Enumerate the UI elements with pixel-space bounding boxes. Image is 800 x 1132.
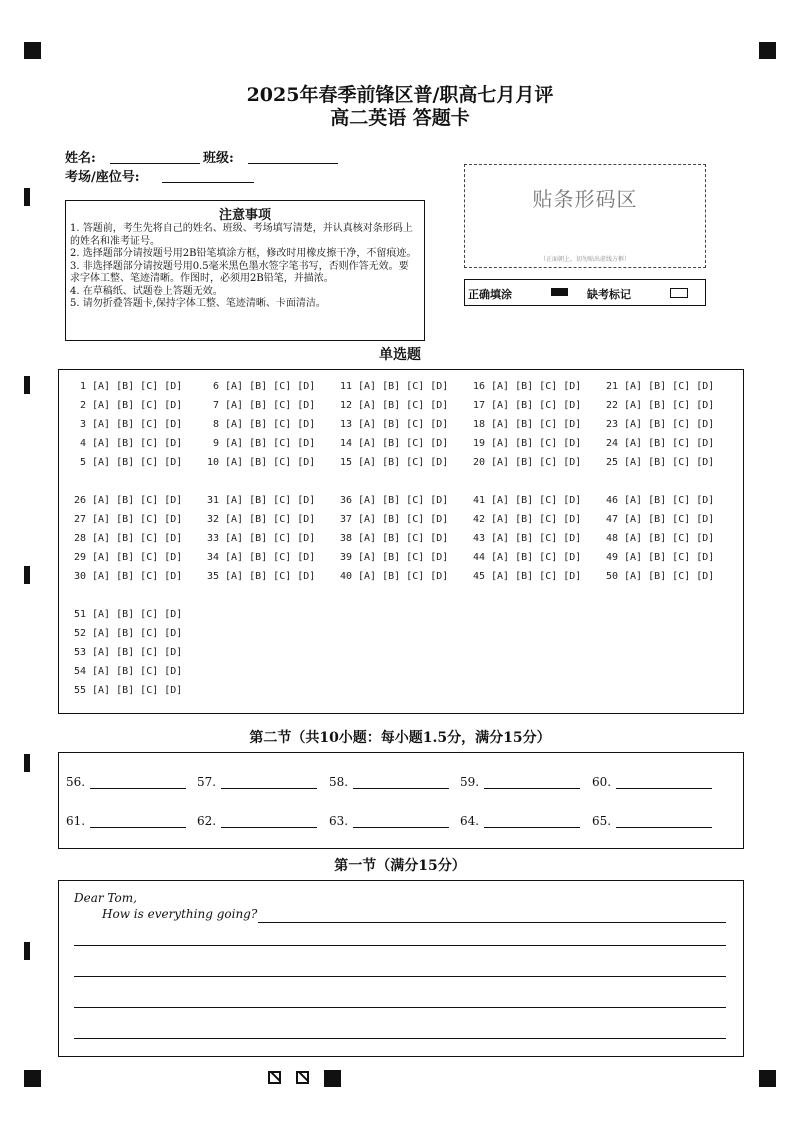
question-number: 41	[472, 495, 485, 506]
choice-section-title: 单选题	[379, 347, 421, 363]
answer-options[interactable]: [A] [B] [C] [D]	[618, 419, 715, 430]
fill-legend	[464, 279, 706, 306]
question-number: 43	[472, 533, 485, 544]
choice-question-54[interactable]	[70, 666, 182, 677]
answer-options[interactable]: [A] [B] [C] [D]	[352, 495, 449, 506]
choice-question-37[interactable]	[336, 514, 448, 525]
choice-question-4[interactable]	[70, 438, 182, 449]
fill-answer-line[interactable]	[353, 827, 449, 828]
fill-item-number: 57.	[197, 775, 217, 789]
answer-options[interactable]: [A] [B] [C] [D]	[352, 457, 449, 468]
answer-options[interactable]: [A] [B] [C] [D]	[86, 533, 183, 544]
fill-answer-line[interactable]	[90, 827, 186, 828]
fill-item-number: 62.	[197, 814, 217, 828]
answer-options[interactable]: [A] [B] [C] [D]	[618, 533, 715, 544]
choice-question-48[interactable]	[602, 533, 714, 544]
question-number: 32	[206, 514, 219, 525]
fill-item-number: 58.	[329, 775, 349, 789]
question-number: 20	[472, 457, 485, 468]
question-number: 45	[472, 571, 485, 582]
fill-item	[460, 775, 479, 789]
question-number: 47	[605, 514, 618, 525]
choice-question-25[interactable]	[602, 457, 714, 468]
answer-options[interactable]: [A] [B] [C] [D]	[219, 552, 316, 563]
fill-item-number: 64.	[460, 814, 480, 828]
choice-question-33[interactable]	[203, 533, 315, 544]
fill-item	[329, 814, 348, 828]
question-number: 38	[339, 533, 352, 544]
question-number: 39	[339, 552, 352, 563]
seat-label: 考场/座位号:	[65, 170, 140, 185]
fill-answer-line[interactable]	[221, 827, 317, 828]
page-mark-filled	[324, 1070, 341, 1087]
answer-options[interactable]: [A] [B] [C] [D]	[618, 514, 715, 525]
answer-options[interactable]: [A] [B] [C] [D]	[352, 419, 449, 430]
page-title: 2025年春季前锋区普/职高七月月评	[246, 84, 554, 106]
question-number: 18	[472, 419, 485, 430]
choice-question-50[interactable]	[602, 571, 714, 582]
answer-options[interactable]: [A] [B] [C] [D]	[618, 381, 715, 392]
question-number: 49	[605, 552, 618, 563]
choice-question-12[interactable]	[336, 400, 448, 411]
choice-question-53[interactable]	[70, 647, 182, 658]
answer-options[interactable]: [A] [B] [C] [D]	[618, 400, 715, 411]
question-number: 35	[206, 571, 219, 582]
choice-question-55[interactable]	[70, 685, 182, 696]
answer-options[interactable]: [A] [B] [C] [D]	[485, 438, 582, 449]
corner-marker-top-right	[759, 42, 776, 59]
question-number: 5	[79, 457, 86, 468]
notice-box	[65, 200, 425, 341]
answer-options[interactable]: [A] [B] [C] [D]	[618, 552, 715, 563]
question-number: 53	[73, 647, 86, 658]
writing-line[interactable]	[258, 922, 726, 923]
question-number: 37	[339, 514, 352, 525]
choice-question-29[interactable]	[70, 552, 182, 563]
answer-options[interactable]: [A] [B] [C] [D]	[485, 495, 582, 506]
answer-options[interactable]: [A] [B] [C] [D]	[86, 628, 183, 639]
notice-title: 注意事项	[218, 208, 271, 223]
choice-question-52[interactable]	[70, 628, 182, 639]
question-number: 17	[472, 400, 485, 411]
fill-answer-line[interactable]	[616, 827, 712, 828]
question-number: 15	[339, 457, 352, 468]
corner-marker-bottom-right	[759, 1070, 776, 1087]
choice-question-8[interactable]	[203, 419, 315, 430]
fill-item	[592, 814, 611, 828]
question-number: 14	[339, 438, 352, 449]
page-subtitle: 高二英语 答题卡	[330, 107, 470, 129]
choice-question-34[interactable]	[203, 552, 315, 563]
question-number: 1	[79, 381, 86, 392]
name-label: 姓名:	[65, 151, 96, 166]
choice-question-35[interactable]	[203, 571, 315, 582]
choice-question-13[interactable]	[336, 419, 448, 430]
question-number: 10	[206, 457, 219, 468]
fill-item-number: 63.	[329, 814, 349, 828]
fill-item	[66, 814, 85, 828]
writing-line[interactable]	[74, 1038, 726, 1039]
question-number: 24	[605, 438, 618, 449]
choice-question-28[interactable]	[70, 533, 182, 544]
answer-options[interactable]: [A] [B] [C] [D]	[86, 419, 183, 430]
notice-item: 1. 答题前，考生先将自己的姓名、班级、考场填写清楚，并认真核对条形码上的姓名和准考证号。	[70, 223, 413, 247]
question-number: 19	[472, 438, 485, 449]
question-number: 31	[206, 495, 219, 506]
question-number: 8	[212, 419, 219, 430]
barcode-label: 贴条形码区	[532, 187, 638, 211]
corner-marker-top-left	[24, 42, 41, 59]
answer-options[interactable]: [A] [B] [C] [D]	[618, 438, 715, 449]
choice-question-27[interactable]	[70, 514, 182, 525]
choice-question-24[interactable]	[602, 438, 714, 449]
question-number: 55	[73, 685, 86, 696]
question-number: 23	[605, 419, 618, 430]
notice-item: 5. 请勿折叠答题卡,保持字体工整、笔迹清晰、卡面清洁。	[70, 298, 326, 309]
correct-fill-label: 正确填涂	[468, 288, 512, 301]
fill-item-number: 56.	[66, 775, 86, 789]
writing-section-title: 第一节（满分15分）	[334, 858, 466, 874]
choice-question-36[interactable]	[336, 495, 448, 506]
answer-options[interactable]: [A] [B] [C] [D]	[485, 419, 582, 430]
name-field[interactable]	[110, 163, 200, 164]
timing-marker	[24, 376, 30, 394]
question-number: 46	[605, 495, 618, 506]
answer-options[interactable]: [A] [B] [C] [D]	[352, 571, 449, 582]
notice-item: 2. 选择题部分请按题号用2B铅笔填涂方框，修改时用橡皮擦干净，不留痕迹。	[70, 248, 417, 259]
timing-marker	[24, 942, 30, 960]
answer-options[interactable]: [A] [B] [C] [D]	[219, 533, 316, 544]
answer-options[interactable]: [A] [B] [C] [D]	[219, 400, 316, 411]
choice-question-31[interactable]	[203, 495, 315, 506]
fill-item-number: 60.	[592, 775, 612, 789]
fill-item-number: 59.	[460, 775, 480, 789]
fill-answer-line[interactable]	[616, 788, 712, 789]
answer-options[interactable]: [A] [B] [C] [D]	[86, 495, 183, 506]
choice-question-51[interactable]	[70, 609, 182, 620]
answer-options[interactable]: [A] [B] [C] [D]	[352, 438, 449, 449]
question-number: 21	[605, 381, 618, 392]
answer-options[interactable]: [A] [B] [C] [D]	[219, 457, 316, 468]
answer-options[interactable]: [A] [B] [C] [D]	[485, 400, 582, 411]
question-number: 51	[73, 609, 86, 620]
answer-options[interactable]: [A] [B] [C] [D]	[485, 533, 582, 544]
question-number: 7	[212, 400, 219, 411]
question-number: 13	[339, 419, 352, 430]
correct-fill-sample	[551, 288, 568, 296]
choice-question-10[interactable]	[203, 457, 315, 468]
answer-options[interactable]: [A] [B] [C] [D]	[485, 571, 582, 582]
choice-question-41[interactable]	[469, 495, 581, 506]
fill-answer-line[interactable]	[90, 788, 186, 789]
choice-question-17[interactable]	[469, 400, 581, 411]
answer-options[interactable]: [A] [B] [C] [D]	[86, 514, 183, 525]
choice-question-15[interactable]	[336, 457, 448, 468]
choice-question-40[interactable]	[336, 571, 448, 582]
answer-options[interactable]: [A] [B] [C] [D]	[219, 438, 316, 449]
answer-options[interactable]: [A] [B] [C] [D]	[86, 381, 183, 392]
seat-field[interactable]	[162, 182, 254, 183]
timing-marker	[24, 566, 30, 584]
page-mark-icon	[268, 1071, 281, 1084]
answer-options[interactable]: [A] [B] [C] [D]	[618, 495, 715, 506]
letter-first-line: How is everything going?	[102, 907, 258, 921]
question-number: 4	[79, 438, 86, 449]
choice-question-45[interactable]	[469, 571, 581, 582]
answer-options[interactable]: [A] [B] [C] [D]	[86, 438, 183, 449]
corner-marker-bottom-left	[24, 1070, 41, 1087]
choice-question-19[interactable]	[469, 438, 581, 449]
choice-question-30[interactable]	[70, 571, 182, 582]
question-number: 54	[73, 666, 86, 677]
letter-salutation: Dear Tom,	[74, 891, 137, 905]
barcode-hint: （正面朝上，切勿贴出虚线方框）	[539, 256, 630, 263]
choice-question-6[interactable]	[203, 381, 315, 392]
choice-question-3[interactable]	[70, 419, 182, 430]
fill-item	[592, 775, 611, 789]
fill-item-number: 65.	[592, 814, 612, 828]
question-number: 25	[605, 457, 618, 468]
notice-item: 4. 在草稿纸、试题卷上答题无效。	[70, 285, 223, 297]
choice-question-32[interactable]	[203, 514, 315, 525]
question-number: 16	[472, 381, 485, 392]
question-number: 11	[339, 381, 352, 392]
question-number: 30	[73, 571, 86, 582]
choice-question-38[interactable]	[336, 533, 448, 544]
answer-options[interactable]: [A] [B] [C] [D]	[618, 457, 715, 468]
answer-options[interactable]: [A] [B] [C] [D]	[86, 400, 183, 411]
notice-item: 3. 非选择题部分请按题号用0.5毫米黑色墨水签字笔书写，否则作答无效。要求字体工整、笔迹清晰。作图时，必须用2B铅笔，并描浓。	[70, 260, 409, 284]
answer-options[interactable]: [A] [B] [C] [D]	[86, 685, 183, 696]
answer-options[interactable]: [A] [B] [C] [D]	[352, 552, 449, 563]
fill-answer-box	[58, 752, 744, 849]
answer-options[interactable]: [A] [B] [C] [D]	[219, 419, 316, 430]
choice-question-44[interactable]	[469, 552, 581, 563]
fill-answer-line[interactable]	[353, 788, 449, 789]
choice-question-18[interactable]	[469, 419, 581, 430]
writing-line[interactable]	[74, 1007, 726, 1008]
answer-options[interactable]: [A] [B] [C] [D]	[219, 381, 316, 392]
question-number: 2	[79, 400, 86, 411]
answer-options[interactable]: [A] [B] [C] [D]	[352, 514, 449, 525]
question-number: 26	[73, 495, 86, 506]
fill-answer-line[interactable]	[221, 788, 317, 789]
fill-answer-line[interactable]	[484, 827, 580, 828]
answer-options[interactable]: [A] [B] [C] [D]	[86, 666, 183, 677]
choice-question-14[interactable]	[336, 438, 448, 449]
question-number: 50	[605, 571, 618, 582]
answer-options[interactable]: [A] [B] [C] [D]	[86, 552, 183, 563]
choice-question-22[interactable]	[602, 400, 714, 411]
question-number: 36	[339, 495, 352, 506]
answer-options[interactable]: [A] [B] [C] [D]	[86, 647, 183, 658]
answer-options[interactable]: [A] [B] [C] [D]	[352, 381, 449, 392]
question-number: 40	[339, 571, 352, 582]
choice-question-46[interactable]	[602, 495, 714, 506]
question-number: 44	[472, 552, 485, 563]
choice-question-2[interactable]	[70, 400, 182, 411]
choice-question-47[interactable]	[602, 514, 714, 525]
choice-question-7[interactable]	[203, 400, 315, 411]
question-number: 3	[79, 419, 86, 430]
choice-question-39[interactable]	[336, 552, 448, 563]
choice-question-43[interactable]	[469, 533, 581, 544]
fill-item	[460, 814, 479, 828]
question-number: 22	[605, 400, 618, 411]
choice-question-16[interactable]	[469, 381, 581, 392]
answer-options[interactable]: [A] [B] [C] [D]	[86, 609, 183, 620]
absent-mark-checkbox[interactable]	[670, 288, 688, 298]
timing-marker	[24, 754, 30, 772]
question-number: 12	[339, 400, 352, 411]
writing-line[interactable]	[74, 945, 726, 946]
question-number: 34	[206, 552, 219, 563]
absent-mark-label: 缺考标记	[587, 288, 631, 301]
answer-options[interactable]: [A] [B] [C] [D]	[352, 533, 449, 544]
answer-options[interactable]: [A] [B] [C] [D]	[485, 457, 582, 468]
fill-item	[197, 775, 216, 789]
question-number: 52	[73, 628, 86, 639]
answer-options[interactable]: [A] [B] [C] [D]	[485, 381, 582, 392]
page-mark-icon	[296, 1071, 309, 1084]
writing-line[interactable]	[74, 976, 726, 977]
choice-question-23[interactable]	[602, 419, 714, 430]
answer-options[interactable]: [A] [B] [C] [D]	[485, 552, 582, 563]
question-number: 42	[472, 514, 485, 525]
answer-options[interactable]: [A] [B] [C] [D]	[219, 514, 316, 525]
question-number: 33	[206, 533, 219, 544]
answer-options[interactable]: [A] [B] [C] [D]	[618, 571, 715, 582]
fill-item-number: 61.	[66, 814, 86, 828]
fill-item	[329, 775, 348, 789]
fill-item	[66, 775, 85, 789]
answer-options[interactable]: [A] [B] [C] [D]	[86, 457, 183, 468]
barcode-area	[464, 164, 706, 268]
class-label: 班级:	[203, 151, 234, 166]
question-number: 6	[212, 381, 219, 392]
fill-section-title: 第二节（共10小题：每小题1.5分，满分15分）	[249, 730, 551, 746]
answer-options[interactable]: [A] [B] [C] [D]	[352, 400, 449, 411]
choice-question-1[interactable]	[70, 381, 182, 392]
choice-question-9[interactable]	[203, 438, 315, 449]
question-number: 28	[73, 533, 86, 544]
fill-item	[197, 814, 216, 828]
choice-question-11[interactable]	[336, 381, 448, 392]
question-number: 29	[73, 552, 86, 563]
choice-question-26[interactable]	[70, 495, 182, 506]
question-number: 27	[73, 514, 86, 525]
choice-question-42[interactable]	[469, 514, 581, 525]
answer-options[interactable]: [A] [B] [C] [D]	[219, 571, 316, 582]
answer-options[interactable]: [A] [B] [C] [D]	[86, 571, 183, 582]
question-number: 9	[212, 438, 219, 449]
choice-question-20[interactable]	[469, 457, 581, 468]
choice-question-5[interactable]	[70, 457, 182, 468]
timing-marker	[24, 188, 30, 206]
choice-question-21[interactable]	[602, 381, 714, 392]
answer-options[interactable]: [A] [B] [C] [D]	[485, 514, 582, 525]
answer-options[interactable]: [A] [B] [C] [D]	[219, 495, 316, 506]
class-field[interactable]	[248, 163, 338, 164]
choice-question-49[interactable]	[602, 552, 714, 563]
fill-answer-line[interactable]	[484, 788, 580, 789]
question-number: 48	[605, 533, 618, 544]
